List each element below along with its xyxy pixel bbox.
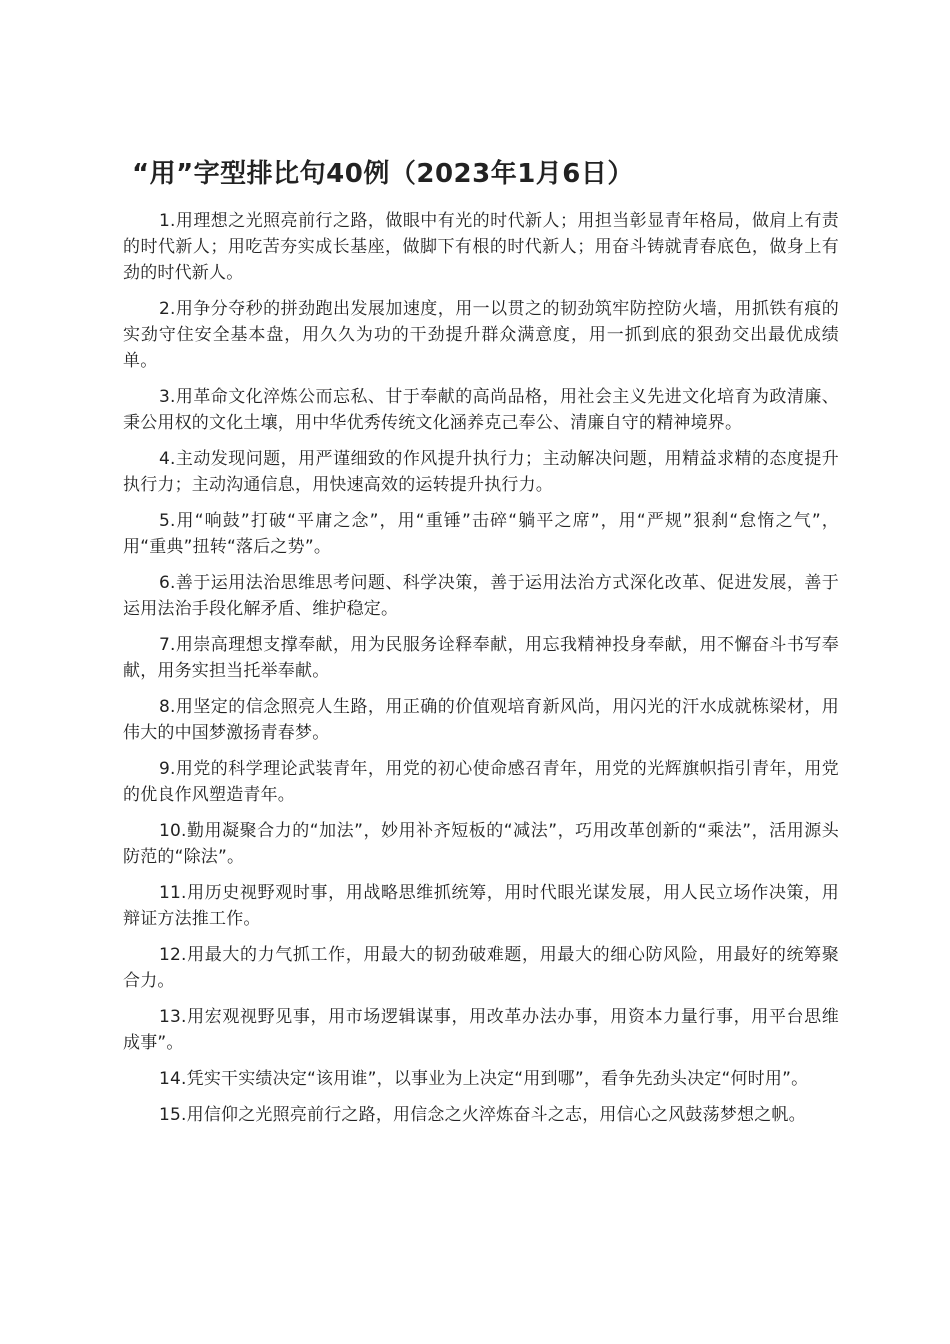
- paragraph-10: 10.勤用凝聚合力的“加法”，妙用补齐短板的“减法”，巧用改革创新的“乘法”，活用源头防范的“除法”。: [123, 821, 839, 867]
- paragraph-14: 14.凭实干实绩决定“该用谁”，以事业为上决定“用到哪”，看争先劲头决定“何时用”。: [159, 1069, 809, 1089]
- document-body: [123, 208, 839, 1138]
- paragraph-2: 2.用争分夺秒的拼劲跑出发展加速度，用一以贯之的韧劲筑牢防控防火墙，用抓铁有痕的实劲守住安全基本盘，用久久为功的干劲提升群众满意度，用一抓到底的狠劲交出最优成绩单。: [123, 299, 839, 371]
- paragraph-11: 11.用历史视野观时事，用战略思维抓统筹，用时代眼光谋发展，用人民立场作决策，用辩证方法推工作。: [123, 883, 839, 929]
- paragraph-1: 1.用理想之光照亮前行之路，做眼中有光的时代新人；用担当彰显青年格局，做肩上有责的时代新人；用吃苦夯实成长基座，做脚下有根的时代新人；用奋斗铸就青春底色，做身上有劲的时代新人。: [123, 211, 839, 283]
- paragraph-7: 7.用崇高理想支撑奉献，用为民服务诠释奉献，用忘我精神投身奉献，用不懈奋斗书写奉献，用务实担当托举奉献。: [123, 635, 839, 681]
- paragraph-15: 15.用信仰之光照亮前行之路，用信念之火淬炼奋斗之志，用信心之风鼓荡梦想之帆。: [159, 1105, 806, 1125]
- paragraph-9: 9.用党的科学理论武装青年，用党的初心使命感召青年，用党的光辉旗帜指引青年，用党的优良作风塑造青年。: [123, 759, 839, 805]
- paragraph-13: 13.用宏观视野见事，用市场逻辑谋事，用改革办法办事，用资本力量行事，用平台思维成事”。: [123, 1007, 839, 1053]
- paragraph-12: 12.用最大的力气抓工作，用最大的韧劲破难题，用最大的细心防风险，用最好的统筹聚合力。: [123, 945, 839, 991]
- document-title: “用”字型排比句40例（2023年1月6日）: [132, 159, 634, 189]
- paragraph-8: 8.用坚定的信念照亮人生路，用正确的价值观培育新风尚，用闪光的汗水成就栋梁材，用伟大的中国梦激扬青春梦。: [123, 697, 839, 743]
- paragraph-3: 3.用革命文化淬炼公而忘私、甘于奉献的高尚品格，用社会主义先进文化培育为政清廉、秉公用权的文化土壤，用中华优秀传统文化涵养克己奉公、清廉自守的精神境界。: [123, 387, 839, 433]
- paragraph-6: 6.善于运用法治思维思考问题、科学决策，善于运用法治方式深化改革、促进发展，善于运用法治手段化解矛盾、维护稳定。: [123, 573, 839, 619]
- paragraph-5: 5.用“响鼓”打破“平庸之念”，用“重锤”击碎“躺平之席”，用“严规”狠刹“怠惰之气”，用“重典”扭转“落后之势”。: [123, 511, 839, 557]
- paragraph-4: 4.主动发现问题，用严谨细致的作风提升执行力；主动解决问题，用精益求精的态度提升执行力；主动沟通信息，用快速高效的运转提升执行力。: [123, 449, 839, 495]
